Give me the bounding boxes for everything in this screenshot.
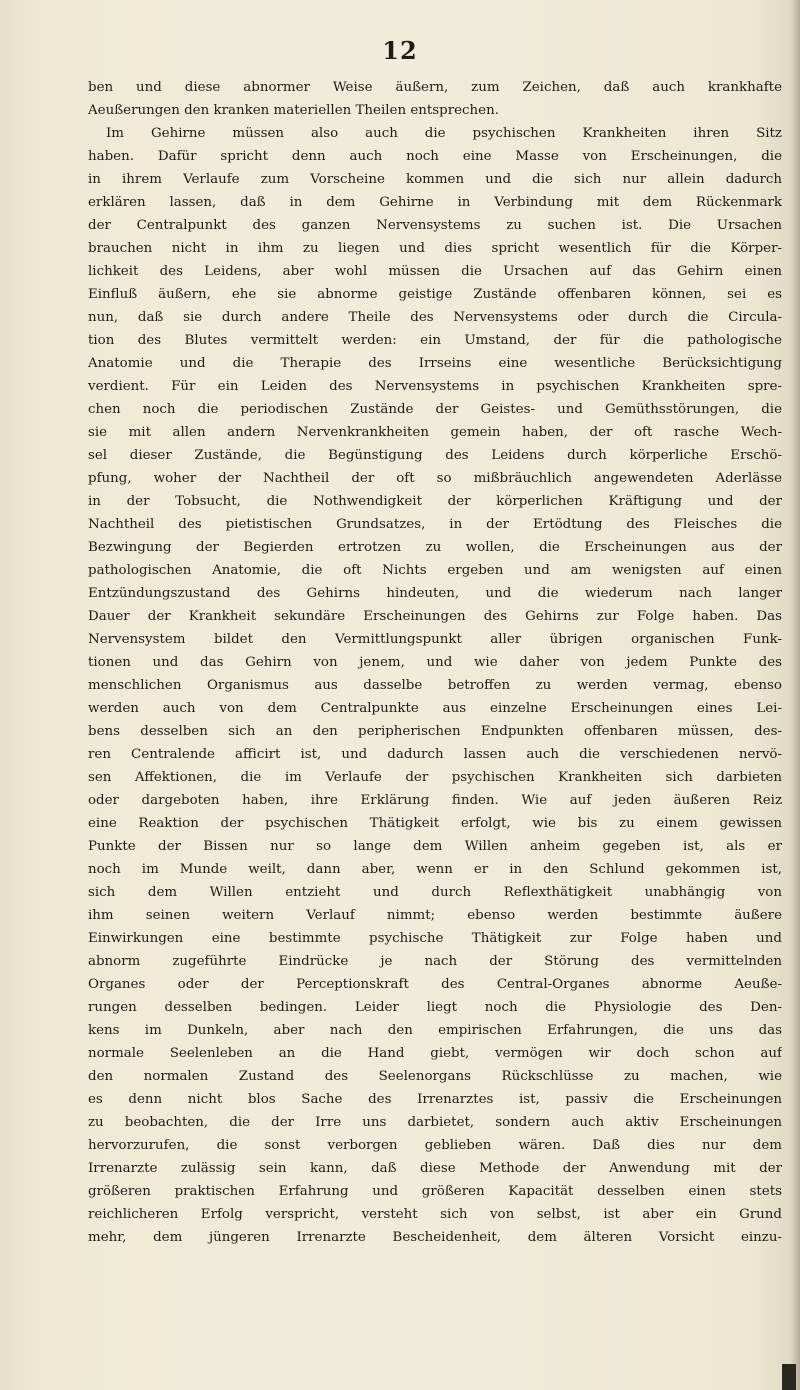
text-line: chen noch die periodischen Zustände der Geistes- und Gemüthsstörungen, die [88, 402, 782, 417]
text-line: verdient. Für ein Leiden des Nervensystems in psychischen Krankheiten spre- [88, 379, 782, 394]
text-line: normale Seelenleben an die Hand giebt, vermögen wir doch schon auf [88, 1046, 782, 1061]
text-line: menschlichen Organismus aus dasselbe betroffen zu werden vermag, ebenso [88, 678, 782, 693]
text-line: Organes oder der Perceptionskraft des Central-Organes abnorme Aeuße- [88, 977, 782, 992]
text-line: Nervensystem bildet den Vermittlungspunkt aller übrigen organischen Funk- [88, 632, 782, 647]
text-line: Bezwingung der Begierden ertrotzen zu wollen, die Erscheinungen aus der [88, 540, 782, 555]
text-line: noch im Munde weilt, dann aber, wenn er in den Schlund gekommen ist, [88, 862, 782, 877]
text-line: zu beobachten, die der Irre uns darbietet, sondern auch aktiv Erscheinungen [88, 1115, 782, 1130]
text-line: in der Tobsucht, die Nothwendigkeit der körperlichen Kräftigung und der [88, 494, 782, 509]
text-line: der Centralpunkt des ganzen Nervensystems zu suchen ist. Die Ursachen [88, 218, 782, 233]
text-line: brauchen nicht in ihm zu liegen und dies spricht wesentlich für die Körper- [88, 241, 782, 256]
text-line: sen Affektionen, die im Verlaufe der psychischen Krankheiten sich darbieten [88, 770, 782, 785]
text-line: hervorzurufen, die sonst verborgen geblieben wären. Daß dies nur dem [88, 1138, 782, 1153]
text-line: Nachtheil des pietistischen Grundsatzes, in der Ertödtung des Fleisches die [88, 517, 782, 532]
text-line: kens im Dunkeln, aber nach den empirischen Erfahrungen, die uns das [88, 1023, 782, 1038]
text-line: größeren praktischen Erfahrung und größeren Kapacität desselben einen stets [88, 1184, 782, 1199]
text-line: in ihrem Verlaufe zum Vorscheine kommen und die sich nur allein dadurch [88, 172, 782, 187]
text-line: pfung, woher der Nachtheil der oft so mißbräuchlich angewendeten Aderlässe [88, 471, 782, 486]
text-line: oder dargeboten haben, ihre Erklärung finden. Wie auf jeden äußeren Reiz [88, 793, 782, 808]
text-line: Einfluß äußern, ehe sie abnorme geistige Zustände offenbaren können, sei es [88, 287, 782, 302]
text-line: abnorm zugeführte Eindrücke je nach der Störung des vermittelnden [88, 954, 782, 969]
body-text [88, 76, 782, 1249]
text-line: Einwirkungen eine bestimmte psychische Thätigkeit zur Folge haben und [88, 931, 782, 946]
text-line: ren Centralende afficirt ist, und dadurch lassen auch die verschiedenen nervö- [88, 747, 782, 762]
text-line: nun, daß sie durch andere Theile des Nervensystems oder durch die Circula- [88, 310, 782, 325]
text-line: Anatomie und die Therapie des Irrseins eine wesentliche Berücksichtigung [88, 356, 782, 371]
text-line: tionen und das Gehirn von jenem, und wie daher von jedem Punkte des [88, 655, 782, 670]
text-line: eine Reaktion der psychischen Thätigkeit erfolgt, wie bis zu einem gewissen [88, 816, 782, 831]
text-line: bens desselben sich an den peripherischen Endpunkten offenbaren müssen, des- [88, 724, 782, 739]
scan-edge-mark [782, 1364, 796, 1390]
text-line: pathologischen Anatomie, die oft Nichts ergeben und am wenigsten auf einen [88, 563, 782, 578]
text-line: werden auch von dem Centralpunkte aus einzelne Erscheinungen eines Lei- [88, 701, 782, 716]
text-line: sie mit allen andern Nervenkrankheiten gemein haben, der oft rasche Wech- [88, 425, 782, 440]
text-line: Im Gehirne müssen also auch die psychischen Krankheiten ihren Sitz [106, 126, 782, 141]
text-line: ben und diese abnormer Weise äußern, zum Zeichen, daß auch krankhafte [88, 80, 782, 95]
text-line: Dauer der Krankheit sekundäre Erscheinungen des Gehirns zur Folge haben. Das [88, 609, 782, 624]
text-line: mehr, dem jüngeren Irrenarzte Bescheidenheit, dem älteren Vorsicht einzu- [88, 1230, 782, 1245]
text-line: sel dieser Zustände, die Begünstigung des Leidens durch körperliche Erschö- [88, 448, 782, 463]
text-line: reichlicheren Erfolg verspricht, versteht sich von selbst, ist aber ein Grund [88, 1207, 782, 1222]
text-line: ihm seinen weitern Verlauf nimmt; ebenso werden bestimmte äußere [88, 908, 782, 923]
text-line: Aeußerungen den kranken materiellen Theilen entsprechen. [88, 103, 499, 118]
text-line: Entzündungszustand des Gehirns hindeuten, und die wiederum nach langer [88, 586, 782, 601]
text-line: sich dem Willen entzieht und durch Reflexthätigkeit unabhängig von [88, 885, 782, 900]
text-line: lichkeit des Leidens, aber wohl müssen die Ursachen auf das Gehirn einen [88, 264, 782, 279]
text-line: tion des Blutes vermittelt werden: ein Umstand, der für die pathologische [88, 333, 782, 348]
text-line: erklären lassen, daß in dem Gehirne in Verbindung mit dem Rückenmark [88, 195, 782, 210]
text-line: haben. Dafür spricht denn auch noch eine Masse von Erscheinungen, die [88, 149, 782, 164]
text-line: es denn nicht blos Sache des Irrenarztes ist, passiv die Erscheinungen [88, 1092, 782, 1107]
page-edge-shadow [790, 0, 800, 1390]
text-line: Punkte der Bissen nur so lange dem Willen anheim gegeben ist, als er [88, 839, 782, 854]
text-line: rungen desselben bedingen. Leider liegt noch die Physiologie des Den- [88, 1000, 782, 1015]
page-number: 12 [382, 36, 418, 65]
text-line: Irrenarzte zulässig sein kann, daß diese Methode der Anwendung mit der [88, 1161, 782, 1176]
text-line: den normalen Zustand des Seelenorgans Rückschlüsse zu machen, wie [88, 1069, 782, 1084]
